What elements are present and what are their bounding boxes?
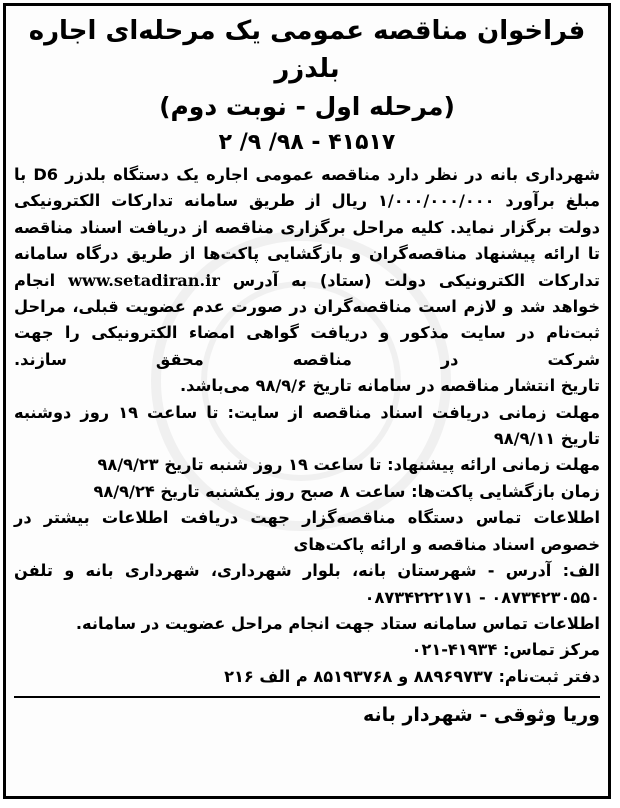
signature: وریا وثوقی - شهردار بانه	[14, 696, 600, 732]
notice-content	[6, 6, 608, 732]
document-deadline: مهلت زمانی دریافت اسناد مناقصه از سایت: تا ساعت ۱۹ روز دوشنبه تاریخ ۹۸/۹/۱۱	[14, 402, 600, 449]
contact-address: الف: آدرس - شهرستان بانه، بلوار شهرداری، شهرداری بانه و تلفن ۰۸۷۳۴۲۳۰۵۵۰ - ۰۸۷۳۴۲۲۲۱۷۱	[14, 561, 600, 607]
contact-intro: اطلاعات تماس دستگاه مناقصه‌گزار جهت دریافت اطلاعات بیشتر در خصوص اسناد مناقصه و ارائه پاکت‌های	[14, 508, 600, 554]
website-link[interactable]: www.setadiran.ir	[68, 270, 220, 290]
setad-contact: اطلاعات تماس سامانه ستاد جهت انجام مراحل عضویت در سامانه.	[75, 613, 600, 633]
intro-text: شهرداری بانه در نظر دارد مناقصه عمومی اجاره یک دستگاه بلدزر D6 با مبلغ برآورد ۱/۰۰۰/۰۰۰/۰۰۰ ریال از طریق سامانه تدارکات الکترونیکی دولت برگزار نماید. کلیه مراحل برگزاری مناقصه از دریافت اسناد مناقصه تا ارائه پیشنهاد مناقصه‌گران و بازگشایی پاکت‌ها از طریق درگاه سامانه تدارکات الکترونیکی دولت (ستاد) به آدرس	[14, 165, 601, 290]
intro-paragraph	[14, 162, 600, 373]
publish-date: تاریخ انتشار مناقصه در سامانه تاریخ ۹۸/۹/۶ می‌باشد.	[179, 376, 600, 396]
notice-subtitle: (مرحله اول - نوبت دوم)	[159, 92, 455, 121]
call-center: مرکز تماس: ۴۱۹۳۴-۰۲۱	[411, 640, 600, 660]
notice-title: فراخوان مناقصه عمومی یک مرحله‌ای اجاره بلدزر	[28, 16, 586, 84]
opening-time: زمان بازگشایی پاکت‌ها: ساعت ۸ صبح روز یکشنبه تاریخ ۹۸/۹/۲۴	[93, 481, 600, 501]
bid-deadline: مهلت زمانی ارائه پیشنهاد: تا ساعت ۱۹ روز شنبه تاریخ ۹۸/۹/۲۳	[97, 455, 600, 475]
intro-text-continued: انجام خواهد شد و لازم است مناقصه‌گران در صورت عدم عضویت قبلی، مراحل ثبت‌نام در سایت مذکور و دریافت گواهی امضاء الکترونیکی را جهت شرکت در مناقصه محقق سازند.	[14, 270, 600, 369]
notice-body	[14, 162, 600, 690]
tender-notice	[3, 3, 611, 799]
notice-reference: ۴۱۵۱۷ - ۹۸/ ۹/ ۲	[218, 130, 396, 155]
registry-office: دفتر ثبت‌نام: ۸۸۹۶۹۷۳۷ و ۸۵۱۹۳۷۶۸ م الف ۲۱۶	[224, 666, 600, 686]
